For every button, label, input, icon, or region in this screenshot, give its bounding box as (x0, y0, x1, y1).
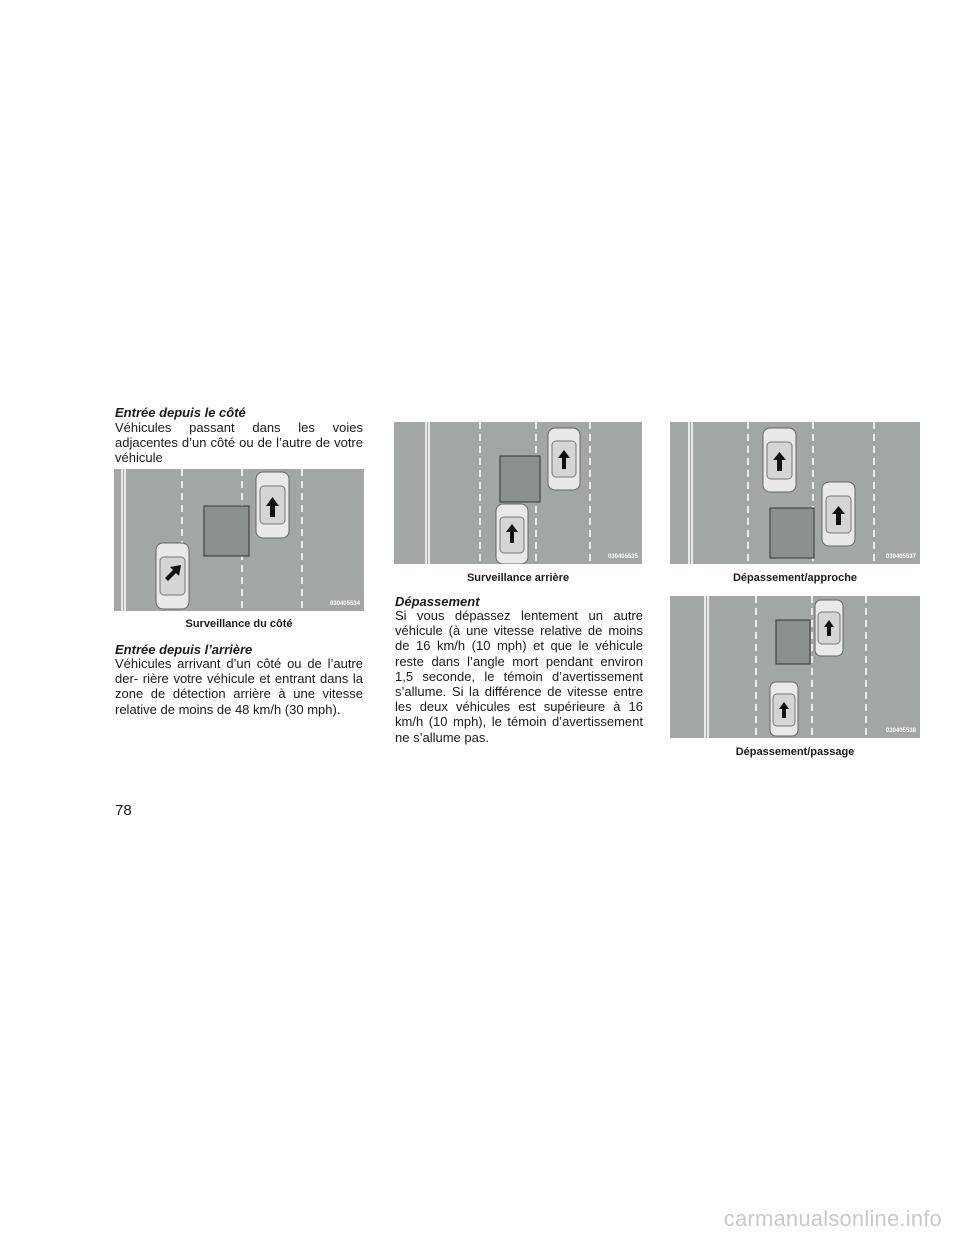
figure-code: 030405538 (885, 728, 916, 734)
car-right (256, 472, 289, 538)
car-left-lane (763, 428, 796, 492)
caption-surveillance-cote: Surveillance du côté (185, 618, 293, 630)
heading-entree-cote: Entrée depuis le côté (115, 405, 246, 420)
car-behind (770, 682, 798, 736)
figure-code: 030405535 (607, 554, 638, 560)
car-ahead (815, 600, 843, 656)
car-left (156, 543, 189, 609)
figure-depassement-passage (670, 596, 920, 738)
paragraph-entree-arriere: Véhicules arrivant d’un côté ou de l’autre der- rière votre véhicule et entrant dans la zone de détection arrière à une vitesse relative de moins de 48 km/h (30 mph). (115, 656, 363, 717)
page-number: 78 (115, 802, 132, 819)
car-behind (496, 504, 528, 564)
car-right-lane (822, 482, 855, 546)
heading-entree-arriere: Entrée depuis l’arrière (115, 642, 253, 657)
figure-surveillance-cote (114, 469, 364, 611)
caption-depassement-approche: Dépassement/approche (732, 572, 858, 584)
paragraph-entree-cote: Véhicules passant dans les voies adjacentes d’un côté ou de l’autre de votre véhicule (115, 420, 363, 466)
figure-depassement-approche (670, 422, 920, 564)
heading-depassement: Dépassement (395, 594, 480, 609)
figure-surveillance-arriere (394, 422, 642, 564)
car-ahead (548, 428, 580, 490)
paragraph-depassement: Si vous dépassez lentement un autre véhicule (à une vitesse relative de moins de 16 km/h (10 mph) et que le véhicule reste dans l’angle mort pendant environ 1,5 seconde, le témoin d’avertissement s’allume. Si la différence de vitesse entre les deux véhicules est supérieure à 16 km/h (10 mph), le témoin d’avertissement ne s’allume pas. (395, 608, 643, 745)
figure-code: 030405534 (329, 601, 360, 607)
figure-code: 030405537 (885, 554, 916, 560)
watermark: carmanualsonline.info (723, 1206, 942, 1231)
caption-depassement-passage: Dépassement/passage (735, 746, 855, 758)
caption-surveillance-arriere: Surveillance arrière (466, 572, 570, 584)
